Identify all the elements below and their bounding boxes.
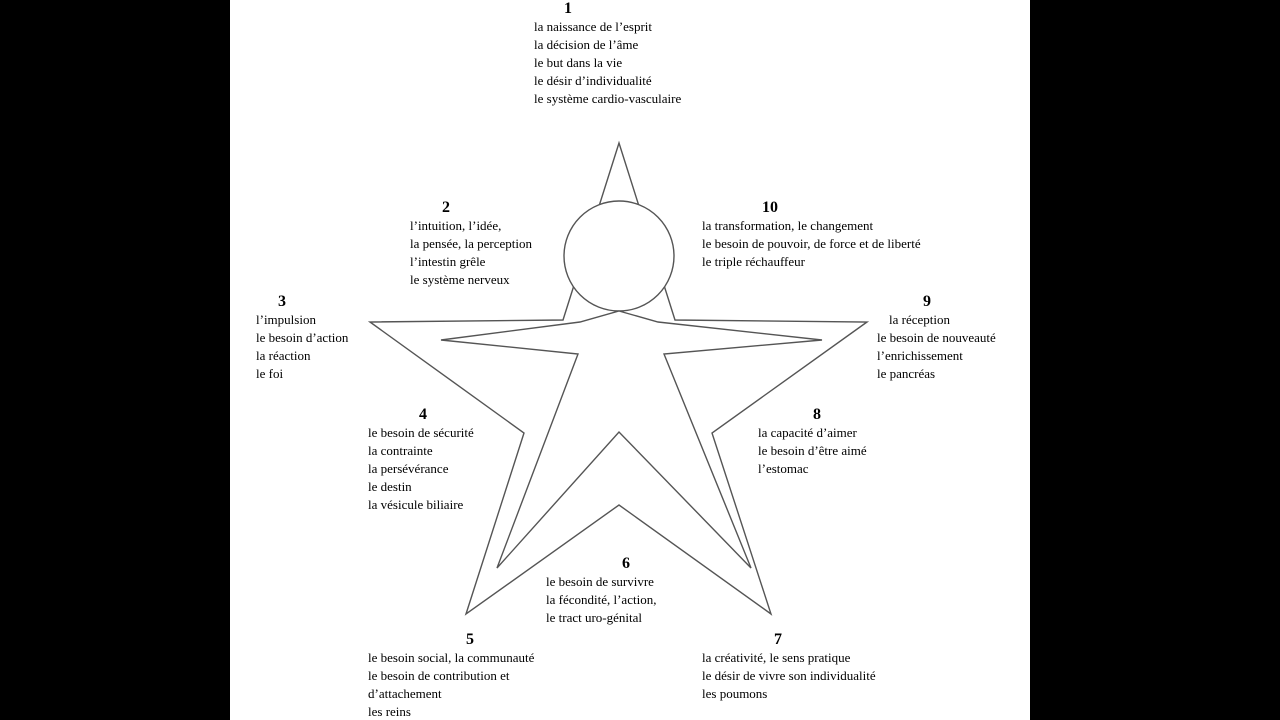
block-line: la contrainte	[368, 443, 433, 458]
block-line: le but dans la vie	[534, 55, 623, 70]
block-number: 2	[442, 199, 450, 216]
block-9	[877, 293, 996, 383]
block-5	[368, 631, 534, 720]
block-3	[256, 293, 348, 383]
block-line: la persévérance	[368, 461, 449, 476]
block-line: la capacité d’aimer	[758, 425, 857, 440]
block-line: l’enrichissement	[877, 348, 963, 363]
block-line: la transformation, le changement	[702, 218, 874, 233]
block-line: la naissance de l’esprit	[534, 19, 653, 34]
block-line: le destin	[368, 479, 412, 494]
block-line: la vésicule biliaire	[368, 497, 464, 512]
block-6	[546, 555, 656, 627]
block-10	[702, 199, 921, 271]
block-line: le besoin de survivre	[546, 574, 654, 589]
block-line: d’attachement	[368, 686, 442, 701]
block-line: le triple réchauffeur	[702, 254, 805, 269]
block-2	[410, 199, 532, 289]
block-number: 1	[564, 0, 572, 17]
block-line: le besoin de nouveauté	[877, 330, 996, 345]
block-line: la créativité, le sens pratique	[702, 650, 851, 665]
block-line: la réaction	[256, 348, 311, 363]
block-number: 9	[923, 293, 931, 310]
block-number: 6	[622, 555, 630, 572]
block-1	[534, 0, 681, 108]
block-number: 3	[278, 293, 286, 310]
block-line: le pancréas	[877, 366, 936, 381]
block-line: les poumons	[702, 686, 768, 701]
block-line: la pensée, la perception	[410, 236, 532, 251]
block-7	[702, 631, 876, 703]
block-line: le besoin social, la communauté	[368, 650, 535, 665]
block-line: le foi	[256, 366, 284, 381]
block-line: l’estomac	[758, 461, 809, 476]
block-number: 10	[762, 199, 778, 216]
block-line: la décision de l’âme	[534, 37, 639, 52]
block-8	[758, 406, 867, 478]
block-line: le désir de vivre son individualité	[702, 668, 876, 683]
block-line: l’intestin grêle	[410, 254, 486, 269]
block-4	[368, 406, 474, 514]
block-line: le besoin d’être aimé	[758, 443, 867, 458]
block-line: le besoin de contribution et	[368, 668, 510, 683]
block-number: 5	[466, 631, 474, 648]
block-line: l’intuition, l’idée,	[410, 218, 502, 233]
block-line: le besoin de sécurité	[368, 425, 474, 440]
block-line: le désir d’individualité	[534, 73, 652, 88]
figure-head-shape	[564, 201, 674, 311]
block-line: le besoin de pouvoir, de force et de liberté	[702, 236, 921, 251]
block-line: le tract uro-génital	[546, 610, 643, 625]
block-number: 7	[774, 631, 782, 648]
block-line: la fécondité, l’action,	[546, 592, 657, 607]
block-line: le besoin d’action	[256, 330, 349, 345]
block-line: la réception	[889, 312, 950, 327]
block-line: les reins	[368, 704, 411, 719]
block-line: le système nerveux	[410, 272, 510, 287]
block-number: 8	[813, 406, 821, 423]
block-line: l’impulsion	[256, 312, 316, 327]
block-line: le système cardio-vasculaire	[534, 91, 682, 106]
block-number: 4	[419, 406, 427, 423]
